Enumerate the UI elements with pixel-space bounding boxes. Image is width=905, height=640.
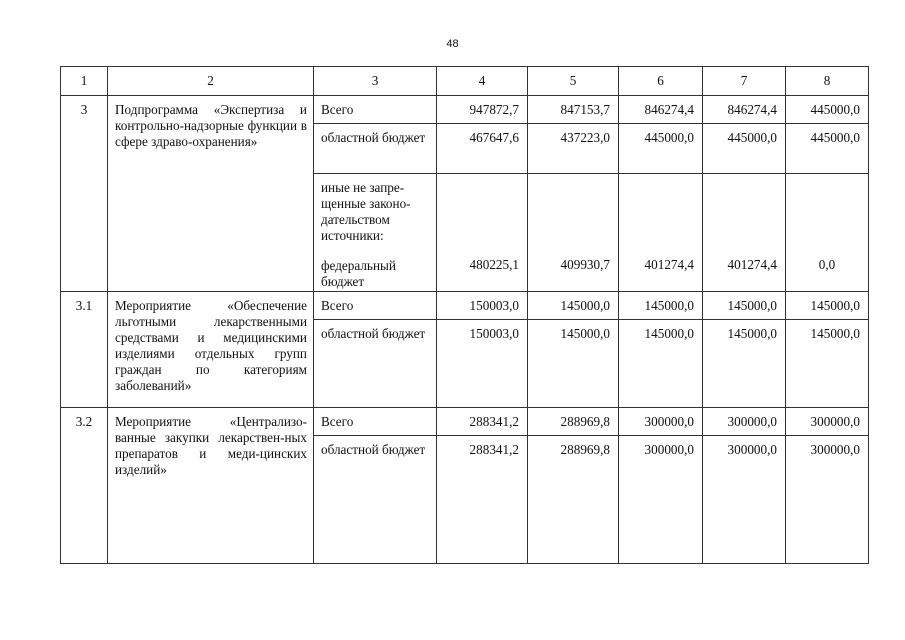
value-cell: 145000,0 — [528, 292, 619, 320]
value-cell: 145000,0 — [786, 292, 869, 320]
column-header: 4 — [437, 67, 528, 96]
value-cell: 145000,0 — [703, 320, 786, 408]
value-cell: 401274,4 — [703, 174, 786, 292]
value-cell: 288969,8 — [528, 408, 619, 436]
funding-source: Всего — [314, 292, 437, 320]
row-number: 3 — [61, 96, 108, 292]
program-name: Мероприятие «Обеспечение льготными лекарственными средствами и медицинскими изделиями отдельных групп граждан по категориям заболеваний» — [108, 292, 314, 408]
row-number: 3.2 — [61, 408, 108, 564]
value-cell: 847153,7 — [528, 96, 619, 124]
value-cell: 288341,2 — [437, 408, 528, 436]
value-cell: 480225,1 — [437, 174, 528, 292]
value-cell: 300000,0 — [619, 408, 703, 436]
funding-source: областной бюджет — [314, 124, 437, 174]
value-cell: 846274,4 — [619, 96, 703, 124]
value-cell: 947872,7 — [437, 96, 528, 124]
page-number: 48 — [446, 38, 459, 50]
table-row — [61, 292, 869, 320]
value-cell: 445000,0 — [703, 124, 786, 174]
value-cell: 300000,0 — [786, 436, 869, 564]
column-header: 5 — [528, 67, 619, 96]
program-name: Подпрограмма «Экспертиза и контрольно-надзорные функции в сфере здраво-охранения» — [108, 96, 314, 292]
value-cell: 401274,4 — [619, 174, 703, 292]
value-cell: 145000,0 — [619, 320, 703, 408]
value-cell: 445000,0 — [619, 124, 703, 174]
value-cell: 300000,0 — [703, 436, 786, 564]
column-header: 2 — [108, 67, 314, 96]
column-header: 6 — [619, 67, 703, 96]
funding-source-group — [314, 174, 437, 292]
value-cell: 0,0 — [786, 174, 869, 292]
value-cell: 150003,0 — [437, 320, 528, 408]
value-cell: 300000,0 — [786, 408, 869, 436]
funding-source: областной бюджет — [314, 436, 437, 564]
program-name: Мероприятие «Централизо-ванные закупки лекарствен-ных препаратов и меди-цинских изделий» — [108, 408, 314, 564]
value-cell: 145000,0 — [786, 320, 869, 408]
value-cell: 288341,2 — [437, 436, 528, 564]
value-cell: 437223,0 — [528, 124, 619, 174]
header-row — [61, 67, 869, 96]
value-cell: 145000,0 — [619, 292, 703, 320]
value-cell: 145000,0 — [703, 292, 786, 320]
value-cell: 300000,0 — [703, 408, 786, 436]
value-cell: 409930,7 — [528, 174, 619, 292]
value-cell: 288969,8 — [528, 436, 619, 564]
row-number: 3.1 — [61, 292, 108, 408]
table-row — [61, 408, 869, 436]
value-cell: 300000,0 — [619, 436, 703, 564]
value-cell: 150003,0 — [437, 292, 528, 320]
column-header: 3 — [314, 67, 437, 96]
funding-source-intro: иные не запре-щенные законо-дательством источники: — [321, 180, 411, 243]
value-cell: 445000,0 — [786, 124, 869, 174]
column-header: 7 — [703, 67, 786, 96]
value-cell: 445000,0 — [786, 96, 869, 124]
funding-source: Всего — [314, 408, 437, 436]
table-row — [61, 96, 869, 124]
column-header: 1 — [61, 67, 108, 96]
budget-table — [60, 66, 869, 564]
funding-source: областной бюджет — [314, 320, 437, 408]
value-cell: 145000,0 — [528, 320, 619, 408]
funding-source: федеральный бюджет — [321, 258, 396, 289]
value-cell: 467647,6 — [437, 124, 528, 174]
column-header: 8 — [786, 67, 869, 96]
funding-source: Всего — [314, 96, 437, 124]
value-cell: 846274,4 — [703, 96, 786, 124]
